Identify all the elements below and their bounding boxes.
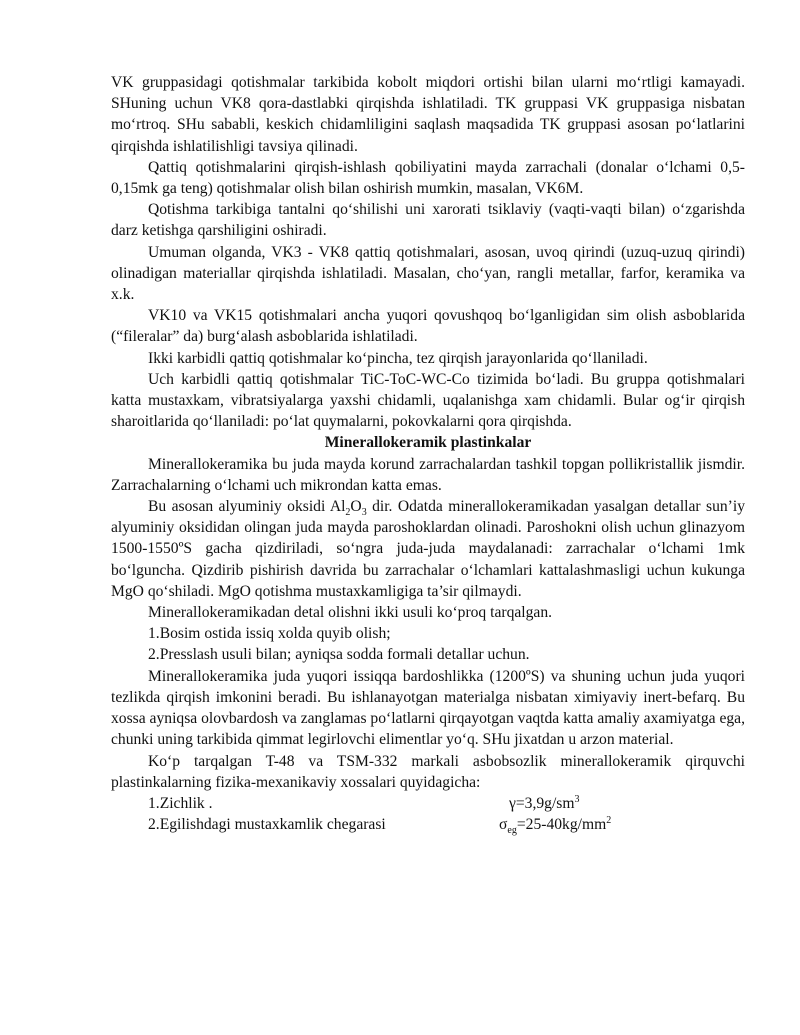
- paragraph-heat-resistance: Minerallokeramika juda yuqori issiqqa bardoshlikka (1200ºS) va shuning uchun juda yuqori tezlikda qirqish imkonini beradi. Bu ishlanayotgan materialga nisbatan ximiyaviy inert-befarq. Bu xossa ayniqsa olovbardosh va zanglamas po‘latlarni qirqayotgan vaqtda katta amaliy axamiyatga ega, chunki uning tarkibida qimmat legirlovchi elimentlar yo‘q. SHu jixatdan u arzon material.: [111, 667, 745, 749]
- paragraph-fine-grain: Qattiq qotishmalarini qirqish-ishlash qobiliyatini mayda zarrachali (donalar o‘lchami 0,5-0,15mk ga teng) qotishmalar olish bilan oshirish mumkin, masalan, VK6M.: [111, 158, 745, 198]
- paragraph-vk10-vk15: VK10 va VK15 qotishmalari ancha yuqori qovushqoq bo‘lganligidan sim olish asboblarida (“fileralar” da) burg‘alash asboblarida ishlatiladi.: [111, 307, 745, 346]
- paragraph-mineraloceramic-def: Minerallokeramika bu juda mayda korund zarrachalardan tashkil topgan pollikristallik jismdir. Zarrachalarning o‘lchami uch mikrondan katta emas.: [111, 455, 745, 494]
- paragraph-alumina: Bu asosan alyuminiy oksidi $Al_2O_3$ dir. Odatda minerallokeramikadan yasalgan detallar sun’iy alyuminiy oksididan olingan juda mayda paroshoklardan olinadi. Paroshokni olish uchun glinazyom 1500-1550ºS gacha qizdiriladi, so‘ngra juda-juda maydalanadi: zarrachalar o‘lchami 1mk bo‘lguncha. Qizdirib pishirish davrida bu zarrachalar o‘lchamlari kattalashmasligi uchun kukunga MgO qo‘shiladi. MgO qotishma mustaxkamligiga ta’sir qilmaydi.: [111, 498, 745, 600]
- document-page: [111, 72, 745, 835]
- property-bending-strength: [111, 814, 745, 835]
- property-density-value: $\gamma=3,9g/sm^3$: [509, 793, 580, 812]
- property-density-label: 1.Zichlik .: [148, 794, 213, 812]
- paragraph-tantalum: Qotishma tarkibiga tantalni qo‘shilishi uni xarorati tsiklaviy (vaqti-vaqti bilan) o‘zgarishda darz ketishga qarshiligini oshiradi.: [111, 201, 745, 240]
- property-density: [111, 793, 745, 814]
- property-bending-strength-label: 2.Egilishdagi mustaxkamlik chegarasi: [148, 816, 386, 834]
- paragraph-vk3-vk8: Umuman olganda, VK3 - VK8 qattiq qotishmalari, asosan, uvoq qirindi (uzuq-uzuq qirindi) olinadigan materiallar qirqishda ishlatiladi. Masalan, cho‘yan, rangli metallar, farfor, keramika va x.k.: [111, 243, 745, 304]
- section-heading: Minerallokeramik plastinkalar: [324, 434, 532, 452]
- list-item-method-2: 2.Presslash usuli bilan; ayniqsa sodda formali detallar uchun.: [148, 646, 530, 664]
- property-bending-strength-value: $\sigma_{eg}=25-40kg/mm^2$: [499, 814, 612, 837]
- paragraph-two-carbide: Ikki karbidli qattiq qotishmalar ko‘pincha, tez qirqish jarayonlarida qo‘llaniladi.: [148, 349, 648, 367]
- paragraph-three-carbide: Uch karbidli qattiq qotishmalar TiC-ToC-WC-Co tizimida bo‘ladi. Bu gruppa qotishmalari katta mustaxkam, vibratsiyalarga yaxshi chidamli, uqalanishga xam chidamli. Bular og‘ir qirqish sharoitlarida qo‘llaniladi: po‘lat quymalarni, pokovkalarni qora qirqishda.: [111, 370, 745, 431]
- paragraph-properties-intro: Ko‘p tarqalgan T-48 va TSM-332 markali asbobsozlik minerallokeramik qirquvchi plastinkalarning fizika-mexanikaviy xossalari quyidagicha:: [111, 752, 745, 791]
- paragraph-methods: Minerallokeramikadan detal olishni ikki usuli ko‘proq tarqalgan.: [148, 604, 553, 622]
- paragraph-vk-group: VK gruppasidagi qotishmalar tarkibida kobolt miqdori ortishi bilan ularni mo‘rtligi kamayadi. SHuning uchun VK8 qora-dastlabki qirqishda ishlatiladi. TK gruppasi VK gruppasiga nisbatan mo‘rtroq. SHu sababli, keskich chidamliligini saqlash maqsadida TK gruppasi asosan po‘latlarini qirqishda ishlatilishligi tavsiya qilinadi.: [111, 74, 745, 155]
- list-item-method-1: 1.Bosim ostida issiq xolda quyib olish;: [148, 625, 391, 643]
